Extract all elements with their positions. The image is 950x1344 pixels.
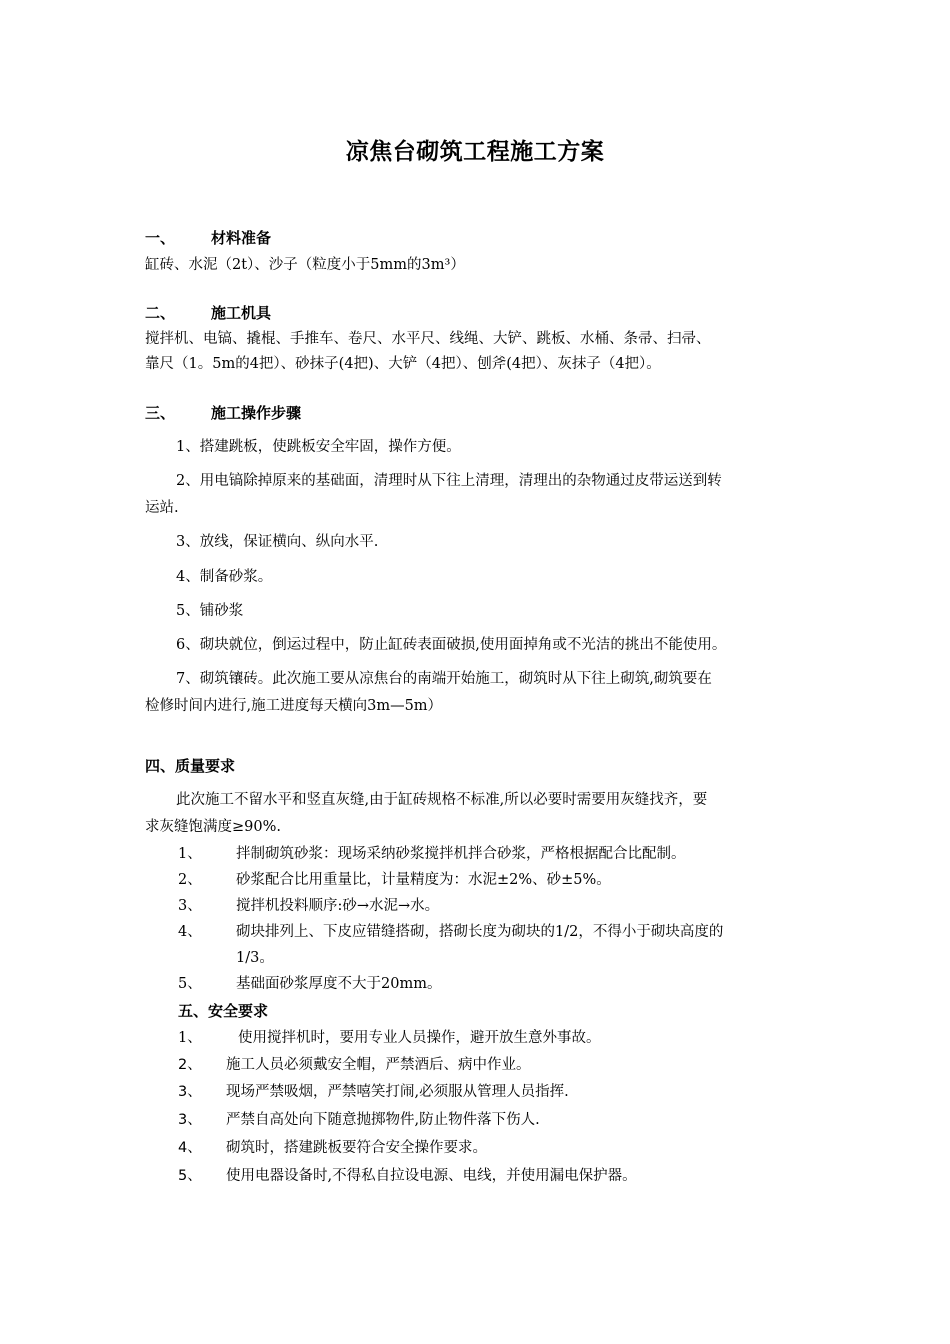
safety-item-number: 1、 [178, 1030, 202, 1046]
safety-item-text: 施工人员必须戴安全帽，严禁酒后、病中作业。 [226, 1057, 531, 1073]
section-3-title: 施工操作步骤 [211, 404, 302, 422]
safety-item-text: 使用电器设备时,不得私自拉设电源、电线，并使用漏电保护器。 [226, 1168, 637, 1184]
section-1-heading [145, 227, 271, 248]
step-5: 5、铺砂浆 [176, 603, 244, 619]
safety-item-number: 2、 [178, 1057, 202, 1073]
section-2-title: 施工机具 [211, 304, 272, 322]
quality-item-number: 4、 [178, 924, 202, 940]
document-title: 凉焦台砌筑工程施工方案 [345, 139, 605, 165]
safety-item-text: 现场严禁吸烟，严禁嘻笑打闹,必须服从管理人员指挥. [226, 1084, 569, 1100]
step-1: 1、搭建跳板，使跳板安全牢固，操作方便。 [176, 439, 461, 455]
safety-item-number: 3、 [178, 1084, 202, 1100]
quality-item-number: 5、 [178, 976, 202, 992]
quality-item-text: 砌块排列上、下皮应错缝搭砌，搭砌长度为砌块的1/2，不得小于砌块高度的 [236, 924, 724, 940]
step-7-continued: 检修时间内进行,施工进度每天横向3m—5m） [145, 698, 443, 714]
section-2-line-2: 靠尺（1。5m的4把）、砂抹子(4把)、大铲（4把）、刨斧(4把）、灰抹子（4把）。 [145, 356, 661, 372]
step-2: 2、用电镐除掉原来的基础面，清理时从下往上清理，清理出的杂物通过皮带运送到转 [176, 473, 722, 489]
section-1-title: 材料准备 [211, 229, 272, 247]
step-2-continued: 运站. [145, 500, 179, 516]
step-6: 6、砌块就位，倒运过程中，防止缸砖表面破损,使用面掉角或不光洁的挑出不能使用。 [176, 637, 727, 653]
section-1-body: 缸砖、水泥（2t）、沙子（粒度小于5mm的3m³） [145, 257, 465, 273]
section-3-heading [145, 402, 301, 423]
quality-item-number: 1、 [178, 846, 202, 862]
quality-item-text: 砂浆配合比用重量比，计量精度为：水泥±2%、砂±5%。 [236, 872, 611, 888]
quality-intro-line-2: 求灰缝饱满度≥90%. [145, 819, 281, 835]
quality-intro-line-1: 此次施工不留水平和竖直灰缝,由于缸砖规格不标准,所以必要时需要用灰缝找齐，要 [176, 792, 708, 808]
quality-item-number: 2、 [178, 872, 202, 888]
step-7: 7、砌筑镶砖。此次施工要从凉焦台的南端开始施工，砌筑时从下往上砌筑,砌筑要在 [176, 671, 712, 687]
step-3: 3、放线，保证横向、纵向水平. [176, 534, 379, 550]
safety-item-number: 4、 [178, 1140, 202, 1156]
safety-item-text: 使用搅拌机时，要用专业人员操作，避开放生意外事故。 [238, 1030, 601, 1046]
quality-item-text: 搅拌机投料顺序:砂→水泥→水。 [236, 898, 440, 914]
safety-item-text: 砌筑时，搭建跳板要符合安全操作要求。 [226, 1140, 487, 1156]
safety-item-number: 3、 [178, 1112, 202, 1128]
section-4-heading: 四、质量要求 [145, 757, 236, 775]
section-1-number: 一、 [145, 229, 176, 247]
quality-item-text: 基础面砂浆厚度不大于20mm。 [236, 976, 442, 992]
quality-item-number: 3、 [178, 898, 202, 914]
safety-item-number: 5、 [178, 1168, 202, 1184]
section-2-heading [145, 302, 271, 323]
section-2-line-1: 搅拌机、电镐、撬棍、手推车、卷尺、水平尺、线绳、大铲、跳板、水桶、条帚、扫帚、 [145, 331, 711, 347]
quality-item-text: 1/3。 [236, 950, 274, 966]
section-5-heading: 五、安全要求 [178, 1002, 269, 1020]
section-2-number: 二、 [145, 304, 176, 322]
section-3-number: 三、 [145, 404, 176, 422]
safety-item-text: 严禁自高处向下随意抛掷物件,防止物件落下伤人. [226, 1112, 540, 1128]
step-4: 4、制备砂浆。 [176, 569, 273, 585]
quality-item-text: 拌制砌筑砂浆：现场采纳砂浆搅拌机拌合砂浆，严格根据配合比配制。 [236, 846, 686, 862]
